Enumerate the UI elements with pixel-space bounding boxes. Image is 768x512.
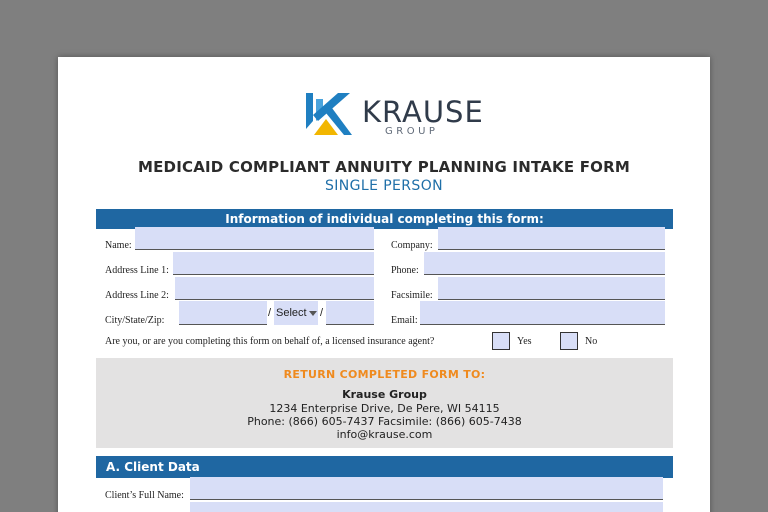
client-full-name-label: Client’s Full Name: [105,490,184,501]
agent-question-label: Are you, or are you completing this form on behalf of, a licensed insurance agent? [105,336,435,347]
return-phones: Phone: (866) 605-7437 Facsimile: (866) 605-7438 [247,415,522,428]
client-full-name-field[interactable] [190,477,663,500]
return-to-box [96,358,673,448]
agent-yes-label: Yes [517,336,532,347]
form-subtitle: SINGLE PERSON [324,178,444,194]
return-address: 1234 Enterprise Drive, De Pere, WI 54115 [269,402,500,415]
company-label: Company: [391,240,433,251]
chevron-down-icon [309,311,317,316]
facsimile-label: Facsimile: [391,290,433,301]
email-field[interactable] [420,301,665,325]
state-separator-left: / [268,307,272,319]
logo-wordmark: KRAUSE [362,95,484,129]
address1-label: Address Line 1: [105,265,169,276]
phone-field[interactable] [424,252,665,275]
name-label: Name: [105,240,132,251]
email-label: Email: [391,315,418,326]
return-heading: RETURN COMPLETED FORM TO: [283,368,486,381]
address1-field[interactable] [173,252,374,275]
krause-k-logo-icon [304,91,356,137]
state-select[interactable] [274,301,318,325]
address2-label: Address Line 2: [105,290,169,301]
phone-label: Phone: [391,265,419,276]
state-separator-right: / [320,307,324,319]
agent-yes-checkbox[interactable] [492,332,510,350]
logo-subtext: GROUP [385,126,439,137]
agent-no-checkbox[interactable] [560,332,578,350]
section-header-client-data: A. Client Data [96,456,673,478]
state-select-value: Select [276,307,307,319]
zip-field[interactable] [326,301,374,325]
form-page [58,57,710,512]
name-field[interactable] [135,227,374,250]
company-field[interactable] [438,227,665,250]
return-company: Krause Group [342,388,427,401]
krause-logo [304,91,484,139]
return-email: info@krause.com [336,428,433,441]
section-header-completer-info: Information of individual completing this form: [96,209,673,229]
city-field[interactable] [179,301,267,325]
address2-field[interactable] [175,277,374,300]
facsimile-field[interactable] [438,277,665,300]
city-state-zip-label: City/State/Zip: [105,315,165,326]
form-title: MEDICAID COMPLIANT ANNUITY PLANNING INTAKE FORM [137,158,631,176]
client-next-field[interactable] [190,502,663,512]
agent-no-label: No [585,336,598,347]
